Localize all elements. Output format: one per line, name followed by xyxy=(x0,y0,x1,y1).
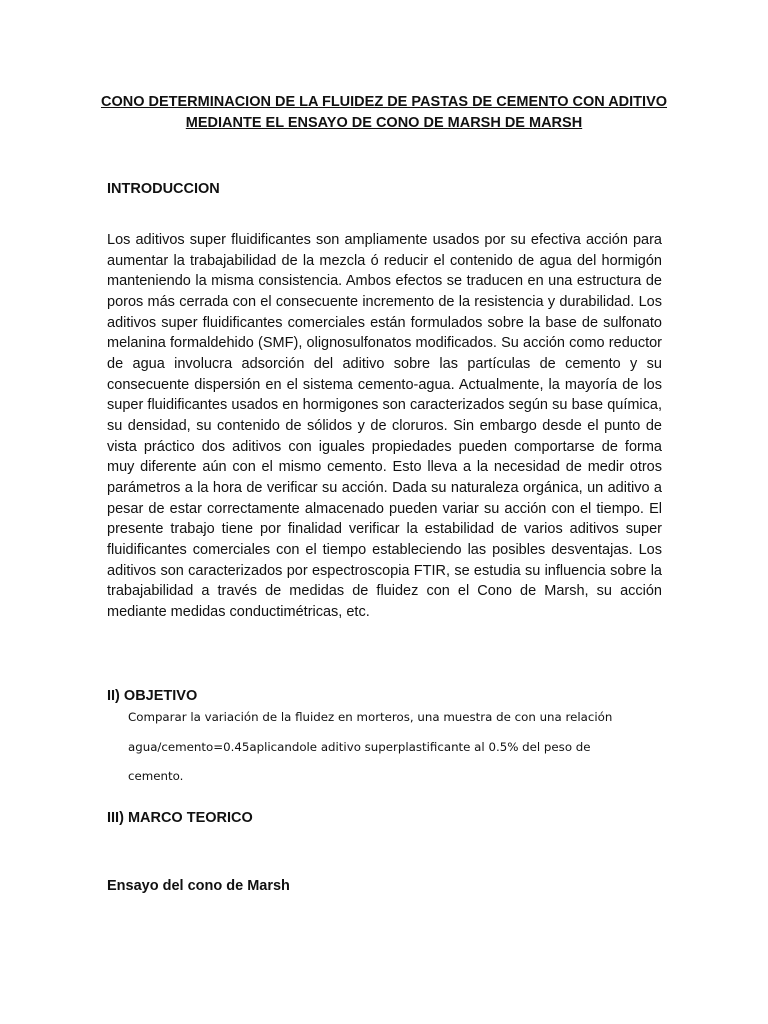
objetivo-heading: II) OBJETIVO xyxy=(107,688,198,704)
objetivo-paragraph: Comparar la variación de la fluidez en morteros, una muestra de con una relación agua/cemento=0.45aplicandole aditivo superplastificante al 0.5% del peso de cemento. xyxy=(128,710,613,783)
document-title: CONO DETERMINACION DE LA FLUIDEZ DE PASTAS DE CEMENTO CON ADITIVO MEDIANTE EL ENSAYO DE CONO DE MARSH DE MARSH xyxy=(100,94,668,131)
introduccion-paragraph: Los aditivos super fluidificantes son ampliamente usados por su efectiva acción para aumentar la trabajabilidad de la mezcla ó reducir el contenido de agua del hormigón manteniendo la misma consistencia. Ambos efectos se traducen en una estructura de poros más cerrada con el consecuente incremento de la resistencia y durabilidad. Los aditivos super fluidificantes comerciales están formulados sobre la base de sulfonato melanina formaldehido (SMF), olignosulfonatos modificados. Su acción como reductor de agua involucra adsorción del aditivo sobre las partículas de cemento y su consecuente dispersión en el sistema cemento-agua. Actualmente, la mayoría de los super fluidificantes usados en hormigones son caracterizados según su base química, su densidad, su contenido de sólidos y de cloruros. Sin embargo desde el punto de vista práctico dos aditivos con iguales propiedades pueden comportarse de forma muy diferente aún con el mismo cemento. Esto lleva a la necesidad de medir otros parámetros a la hora de verificar su acción. Dada su naturaleza orgánica, un aditivo a pesar de estar correctamente almacenado pueden variar su acción con el tiempo. El presente trabajo tiene por finalidad verificar la estabilidad de varios aditivos super fluidificantes comerciales con el tiempo estableciendo las posibles desventajas. Los aditivos son caracterizados por espectroscopia FTIR, se estudia su influencia sobre la trabajabilidad a través de medidas de fluidez con el Cono de Marsh, su acción mediante medidas conductimétricas, etc. xyxy=(107,232,662,620)
introduccion-heading: INTRODUCCION xyxy=(107,181,220,197)
ensayo-heading: Ensayo del cono de Marsh xyxy=(107,878,290,894)
marco-teorico-heading: III) MARCO TEORICO xyxy=(107,810,253,826)
